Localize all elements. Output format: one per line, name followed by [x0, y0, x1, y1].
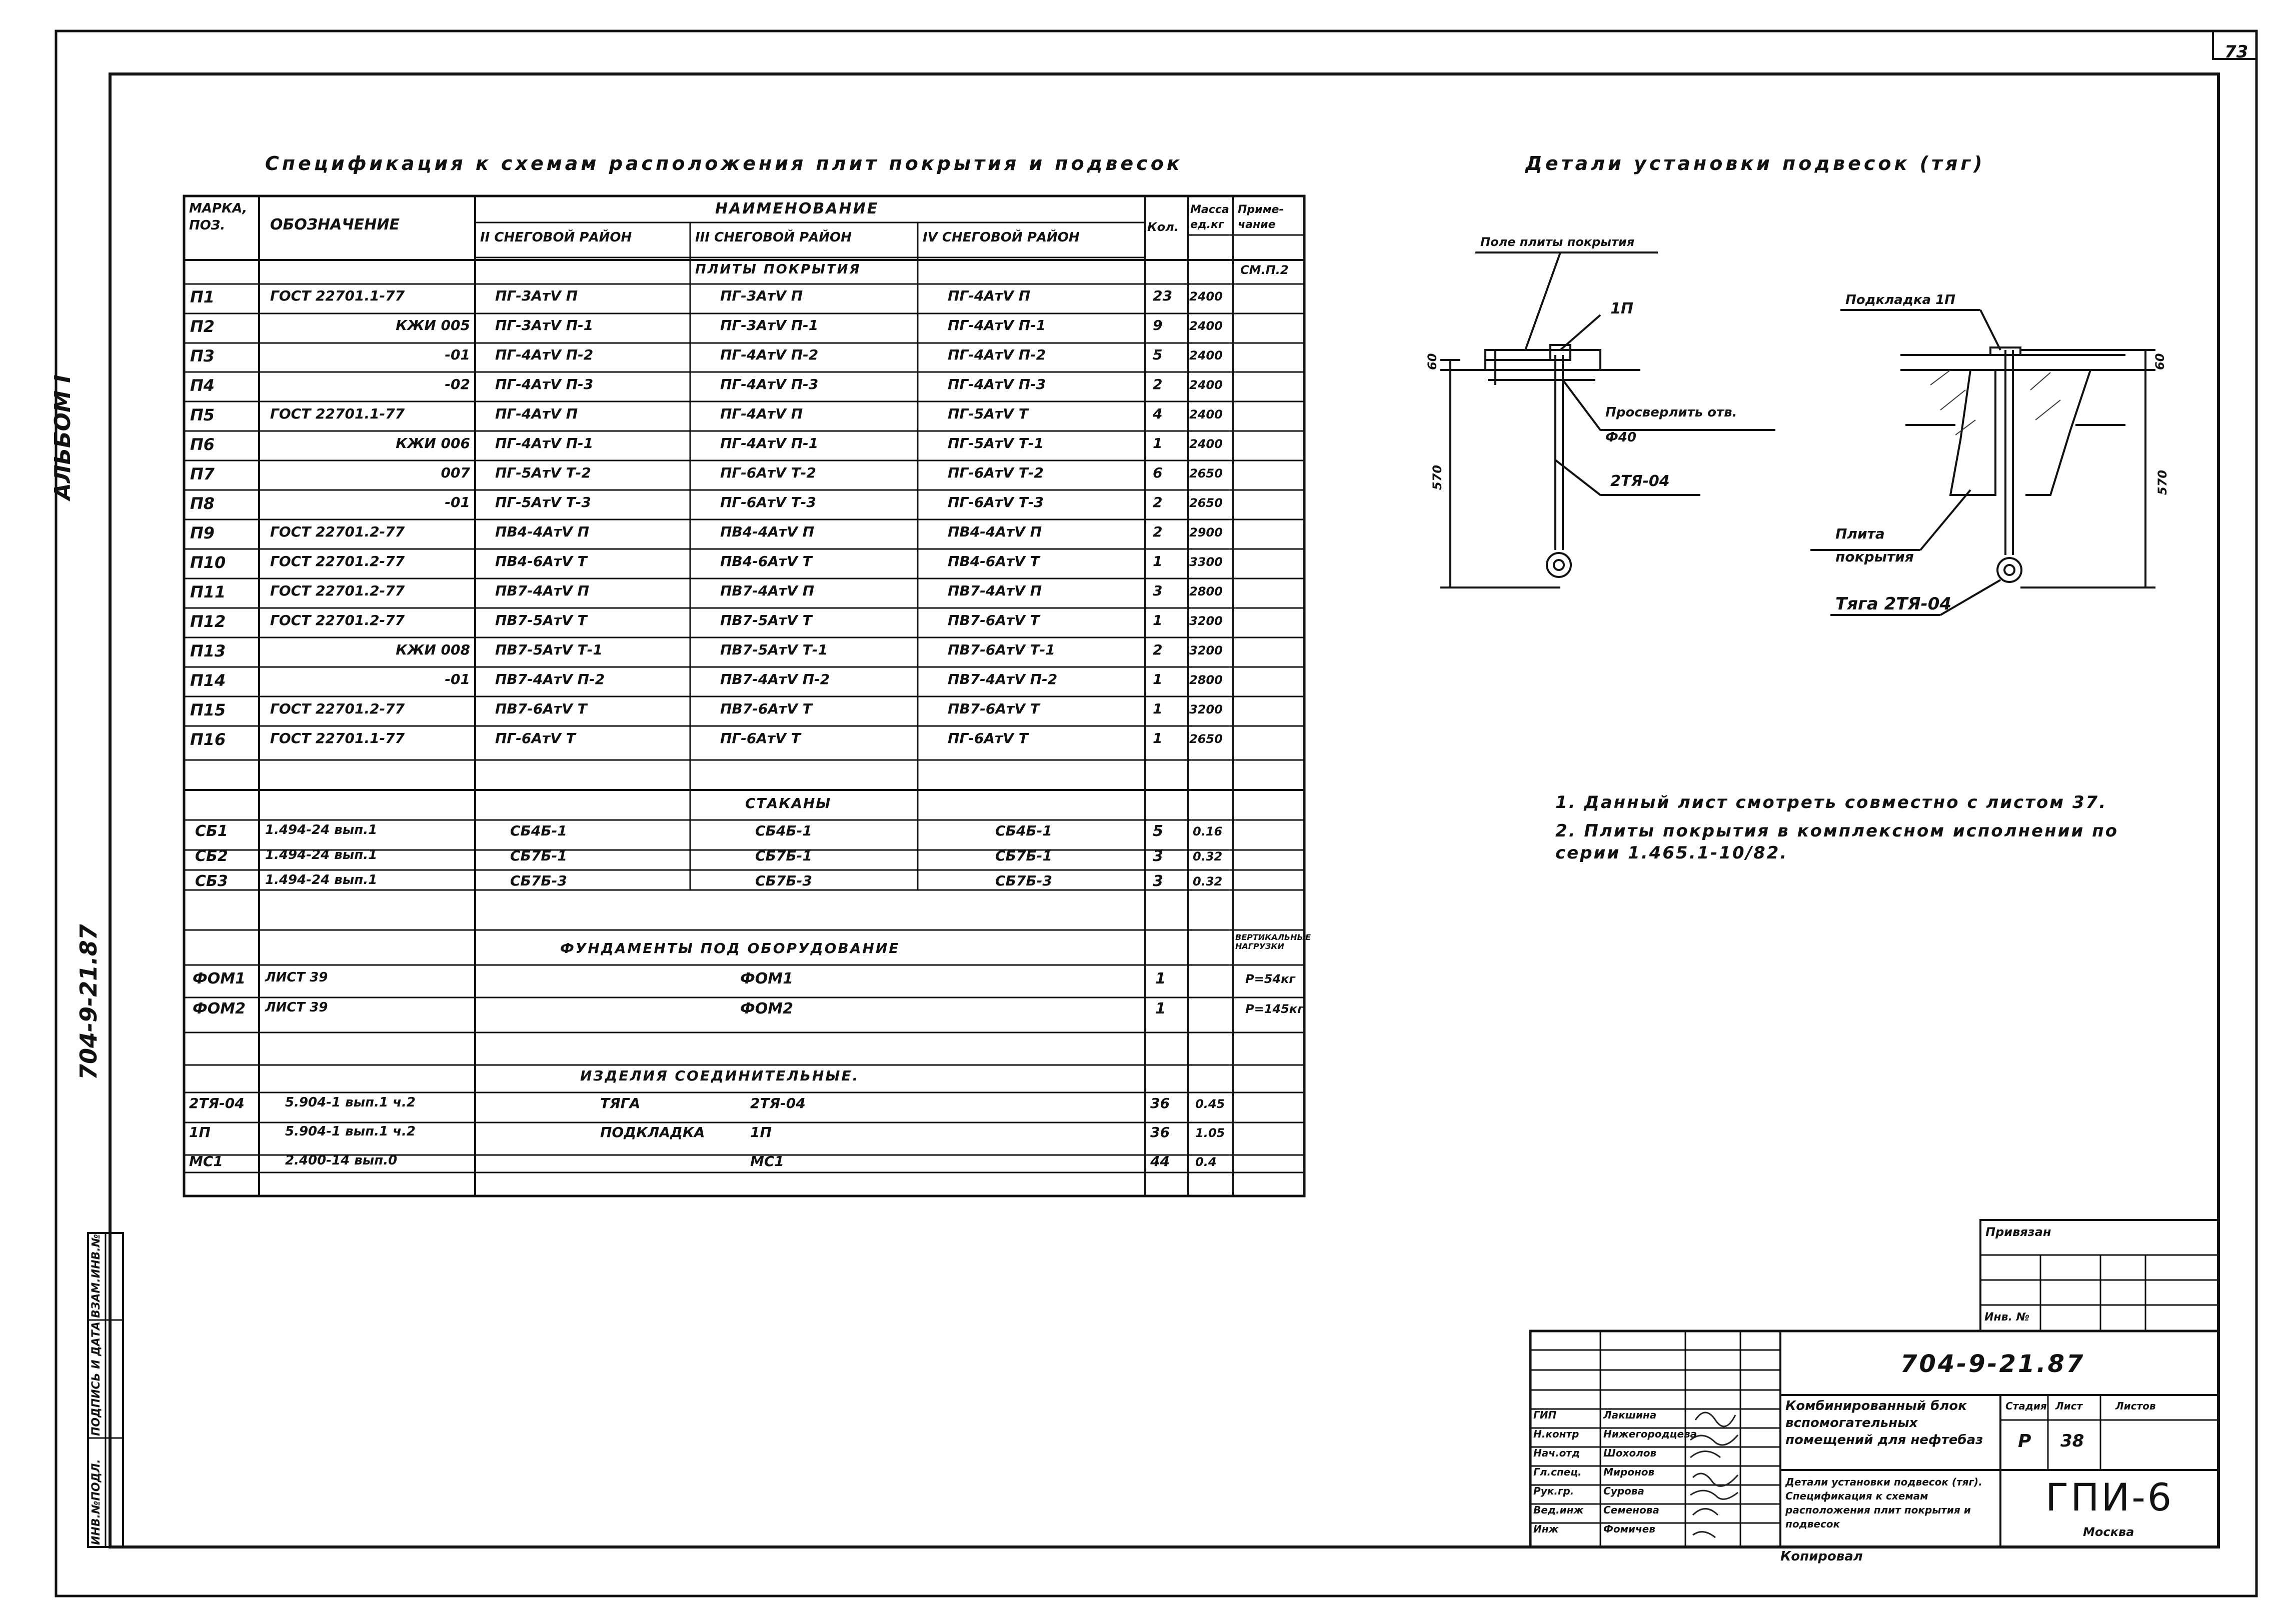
glass-mass: 0.32: [1193, 850, 1223, 864]
plate-qty: 1: [1153, 435, 1163, 452]
foundation-designation: ЛИСТ 39: [265, 1000, 328, 1015]
item-name-2: МС1: [750, 1153, 784, 1170]
stamp-role: Гл.спец.: [1533, 1466, 1582, 1478]
plate-mass: 2650: [1189, 732, 1223, 746]
detail-right-washer: Подкладка 1П: [1845, 292, 1955, 308]
plate-region-4: ПВ7-4АтV П: [948, 582, 1042, 599]
header-region-4: IV СНЕГОВОЙ РАЙОН: [923, 230, 1080, 245]
detail-left-plate-edge: Поле плиты покрытия: [1480, 235, 1635, 249]
plate-qty: 1: [1153, 700, 1163, 717]
item-mark: МС1: [189, 1153, 223, 1170]
stamp-project: Комбинированный блок вспомогательных помещений для нефтебаз: [1785, 1398, 1983, 1448]
left-strip-replace: ВЗАМ.ИНВ.№: [90, 1234, 103, 1318]
item-mark: 2ТЯ-04: [189, 1095, 245, 1112]
plate-mark: П8: [190, 494, 215, 513]
plate-region-3: ПГ-4АтV П: [720, 406, 803, 422]
stamp-stage-label: Стадия: [2005, 1400, 2047, 1412]
plate-region-4: ПВ7-6АтV Т: [948, 612, 1040, 628]
plate-mass: 3200: [1189, 644, 1223, 658]
item-name-2: 2ТЯ-04: [750, 1095, 806, 1112]
plate-designation: -02: [445, 376, 470, 392]
glass-region-3: СБ4Б-1: [755, 822, 812, 839]
glass-designation: 1.494-24 вып.1: [265, 822, 378, 838]
plate-mass: 2400: [1189, 319, 1223, 333]
plate-region-4: ПВ7-6АтV Т-1: [948, 642, 1055, 658]
plate-region-3: ПГ-4АтV П-2: [720, 346, 819, 363]
plate-qty: 4: [1153, 406, 1163, 422]
plate-designation: -01: [445, 494, 470, 510]
plate-qty: 23: [1153, 288, 1172, 304]
plate-region-2: ПГ-6АтV Т: [495, 730, 576, 746]
sheet-corner-number: 73: [2224, 42, 2248, 62]
glass-region-4: СБ7Б-1: [995, 848, 1052, 864]
plate-mass: 2400: [1189, 378, 1223, 392]
plate-mark: П1: [190, 288, 215, 306]
plate-region-2: ПГ-5АтV Т-3: [495, 494, 591, 510]
plate-region-2: ПГ-4АтV П-3: [495, 376, 594, 392]
glass-region-2: СБ7Б-1: [510, 848, 567, 864]
plate-mark: П3: [190, 346, 215, 366]
item-designation: 2.400-14 вып.0: [285, 1153, 398, 1168]
glass-mark: СБ3: [195, 872, 228, 890]
item-mark: 1П: [189, 1124, 211, 1140]
album-label: АЛЬБОМ I: [50, 374, 76, 500]
item-designation: 5.904-1 вып.1 ч.2: [285, 1095, 416, 1110]
plate-region-3: ПВ7-4АтV П: [720, 582, 815, 599]
glass-mass: 0.32: [1193, 874, 1223, 888]
plate-region-2: ПВ7-5АтV Т: [495, 612, 587, 628]
glass-region-2: СБ4Б-1: [510, 822, 567, 839]
stamp-role: Н.контр: [1533, 1428, 1579, 1440]
plate-mass: 2800: [1189, 673, 1223, 687]
plate-mark: П7: [190, 464, 215, 484]
plate-designation: ГОСТ 22701.1-77: [270, 288, 405, 304]
stamp-copied: Копировал: [1780, 1549, 1863, 1564]
plate-mass: 2400: [1189, 408, 1223, 422]
glass-region-4: СБ7Б-3: [995, 872, 1052, 889]
plate-region-2: ПГ-4АтV П-2: [495, 346, 594, 363]
header-region-3: III СНЕГОВОЙ РАЙОН: [695, 230, 852, 245]
detail-right-plate: Плита покрытия: [1835, 526, 1914, 565]
stamp-person: Фомичев: [1603, 1523, 1655, 1535]
plate-region-3: ПВ7-6АтV Т: [720, 700, 812, 717]
foundation-name: ФОМ1: [740, 970, 793, 988]
item-qty: 36: [1150, 1095, 1170, 1112]
header-name: НАИМЕНОВАНИЕ: [715, 200, 879, 218]
stamp-person: Лакшина: [1603, 1409, 1657, 1421]
plate-row-lines: [184, 314, 1304, 726]
detail-right-dim-top: 60: [2153, 353, 2167, 370]
plate-mass: 2400: [1189, 348, 1223, 362]
plate-region-2: ПГ-5АтV Т-2: [495, 464, 591, 481]
plate-region-4: ПГ-5АтV Т: [948, 406, 1028, 422]
plate-region-2: ПВ7-5АтV Т-1: [495, 642, 603, 658]
glass-mark: СБ1: [195, 822, 228, 840]
glass-region-3: СБ7Б-1: [755, 848, 812, 864]
plate-region-4: ПВ4-4АтV П: [948, 524, 1042, 540]
side-code: 704-9-21.87: [75, 924, 102, 1080]
plate-designation: КЖИ 006: [396, 435, 470, 452]
item-designation: 5.904-1 вып.1 ч.2: [285, 1124, 416, 1139]
plate-mass: 2650: [1189, 496, 1223, 510]
stamp-sheet-title: Детали установки подвесок (тяг). Спецификация к схемам расположения плит покрытия и подвесок: [1785, 1476, 1982, 1530]
foundation-qty: 1: [1155, 1000, 1166, 1018]
glass-qty: 5: [1153, 822, 1163, 840]
section-foundations: ФУНДАМЕНТЫ ПОД ОБОРУДОВАНИЕ: [560, 940, 900, 956]
plate-region-3: ПВ4-4АтV П: [720, 524, 815, 540]
plate-designation: КЖИ 005: [396, 317, 470, 334]
stamp-stage: Р: [2018, 1431, 2031, 1452]
plate-designation: ГОСТ 22701.2-77: [270, 582, 405, 599]
plate-region-3: ПВ7-4АтV П-2: [720, 671, 830, 688]
detail-left-dim-top: 60: [1425, 353, 1439, 370]
plate-region-3: ПГ-3АтV П-1: [720, 317, 819, 334]
plate-region-2: ПВ4-6АтV Т: [495, 553, 587, 570]
plate-region-3: ПГ-3АтV П: [720, 288, 803, 304]
plate-region-4: ПГ-6АтV Т: [948, 730, 1028, 746]
glass-mass: 0.16: [1193, 824, 1223, 838]
item-name-2: 1П: [750, 1124, 772, 1140]
note-1: 1. Данный лист смотреть совместно с листом 37.: [1555, 792, 2107, 812]
plate-region-4: ПГ-4АтV П-1: [948, 317, 1046, 334]
plate-region-2: ПВ7-6АтV Т: [495, 700, 587, 717]
note-plates: СМ.П.2: [1240, 263, 1289, 277]
stamp-role: Вед.инж: [1533, 1504, 1584, 1516]
plate-region-3: ПГ-6АтV Т-3: [720, 494, 816, 510]
glass-region-2: СБ7Б-3: [510, 872, 567, 889]
plate-mass: 2400: [1189, 290, 1223, 304]
section-plates: ПЛИТЫ ПОКРЫТИЯ: [695, 262, 861, 277]
plate-region-3: ПВ7-5АтV Т-1: [720, 642, 828, 658]
plate-region-3: ПГ-4АтV П-3: [720, 376, 819, 392]
plate-mark: П14: [190, 671, 226, 690]
plate-mark: П5: [190, 406, 215, 424]
stamp-role: Нач.отд: [1533, 1447, 1580, 1459]
header-note: Приме-чание: [1238, 204, 1284, 231]
plate-qty: 1: [1153, 730, 1163, 746]
item-mass: 1.05: [1195, 1126, 1225, 1140]
stamp-person: Миронов: [1603, 1466, 1655, 1478]
plate-region-4: ПВ4-6АтV Т: [948, 553, 1040, 570]
plate-qty: 6: [1153, 464, 1163, 481]
plate-mark: П6: [190, 435, 215, 454]
plate-qty: 3: [1153, 582, 1163, 599]
stamp-city: Москва: [2083, 1525, 2134, 1539]
item-name-1: ТЯГА: [600, 1095, 641, 1112]
header-mass: Масса ед.кг: [1190, 204, 1229, 231]
detail-left-dim-height: 570: [1430, 464, 1444, 490]
plate-mark: П10: [190, 553, 226, 572]
plate-region-2: ПВ4-4АтV П: [495, 524, 590, 540]
header-designation: ОБОЗНАЧЕНИЕ: [270, 216, 400, 234]
plate-mark: П15: [190, 700, 226, 720]
plate-qty: 1: [1153, 553, 1163, 570]
plate-designation: ГОСТ 22701.1-77: [270, 406, 405, 422]
plate-qty: 2: [1153, 524, 1163, 540]
glass-designation: 1.494-24 вып.1: [265, 848, 378, 862]
plate-region-2: ПГ-3АтV П: [495, 288, 578, 304]
details-title: Детали установки подвесок (тяг): [1525, 152, 1985, 174]
plate-region-4: ПГ-4АтV П-3: [948, 376, 1046, 392]
foundation-designation: ЛИСТ 39: [265, 970, 328, 985]
left-strip-sign: ПОДПИСЬ И ДАТА: [90, 1322, 103, 1436]
plate-qty: 5: [1153, 346, 1163, 363]
plate-region-4: ПГ-4АтV П-2: [948, 346, 1046, 363]
plate-region-3: ПВ7-5АтV Т: [720, 612, 812, 628]
stamp-sheet-label: Лист: [2055, 1400, 2083, 1412]
plate-region-4: ПГ-6АтV Т-2: [948, 464, 1044, 481]
foundation-mark: ФОМ2: [193, 1000, 246, 1018]
plate-designation: ГОСТ 22701.2-77: [270, 612, 405, 628]
plate-qty: 9: [1153, 317, 1163, 334]
header-region-2: II СНЕГОВОЙ РАЙОН: [480, 230, 632, 245]
plate-mass: 2800: [1189, 584, 1223, 598]
plate-mass: 2900: [1189, 526, 1223, 540]
plate-mark: П16: [190, 730, 226, 749]
left-strip-inv: ИНВ.№ПОДЛ.: [90, 1459, 103, 1545]
plate-mark: П11: [190, 582, 226, 602]
plate-designation: ГОСТ 22701.2-77: [270, 553, 405, 570]
plate-mass: 3200: [1189, 702, 1223, 716]
item-name-1: ПОДКЛАДКА: [600, 1124, 705, 1140]
stamp-role: ГИП: [1533, 1409, 1557, 1421]
plate-mark: П4: [190, 376, 215, 395]
plate-region-4: ПГ-5АтV Т-1: [948, 435, 1044, 452]
plate-designation: 007: [441, 464, 470, 481]
foundation-note: Р=145кг: [1245, 1002, 1304, 1016]
detail-right-dim-height: 570: [2155, 470, 2169, 495]
stamp-person: Шохолов: [1603, 1447, 1657, 1459]
stamp-org: ГПИ-6: [2045, 1475, 2174, 1520]
stamp-privyazan: Привязан: [1985, 1225, 2051, 1239]
detail-left-rod: 2ТЯ-04: [1610, 472, 1670, 490]
plate-mark: П13: [190, 642, 226, 660]
stamp-role: Рук.гр.: [1533, 1485, 1574, 1497]
plate-mark: П2: [190, 317, 215, 336]
header-qty: Кол.: [1147, 220, 1179, 234]
section-items: ИЗДЕЛИЯ СОЕДИНИТЕЛЬНЫЕ.: [580, 1068, 860, 1084]
glass-region-3: СБ7Б-3: [755, 872, 812, 889]
plate-qty: 1: [1153, 671, 1163, 688]
plate-qty: 2: [1153, 494, 1163, 510]
plate-region-2: ПГ-3АтV П-1: [495, 317, 594, 334]
stamp-person: Семенова: [1603, 1504, 1659, 1516]
glass-qty: 3: [1153, 872, 1163, 890]
item-qty: 44: [1150, 1153, 1170, 1170]
plate-region-2: ПГ-4АтV П-1: [495, 435, 594, 452]
plate-mass: 2650: [1189, 466, 1223, 480]
plate-region-4: ПГ-4АтV П: [948, 288, 1031, 304]
detail-left-washer: 1П: [1610, 300, 1633, 318]
plate-designation: ГОСТ 22701.1-77: [270, 730, 405, 746]
item-mass: 0.4: [1195, 1155, 1217, 1169]
plate-region-3: ПГ-6АтV Т: [720, 730, 801, 746]
detail-right-drawing: [1810, 310, 2155, 615]
stamp-role: Инж: [1533, 1523, 1559, 1535]
note-foundations: ВЕРТИКАЛЬНЫЕ НАГРУЗКИ: [1235, 932, 1311, 951]
plate-region-2: ПГ-4АтV П: [495, 406, 578, 422]
stamp-sheet: 38: [2060, 1431, 2084, 1451]
section-glasses: СТАКАНЫ: [745, 795, 832, 812]
glass-region-4: СБ4Б-1: [995, 822, 1052, 839]
glass-designation: 1.494-24 вып.1: [265, 872, 378, 888]
plate-designation: ГОСТ 22701.2-77: [270, 524, 405, 540]
glass-mark: СБ2: [195, 848, 228, 865]
plate-region-4: ПГ-6АтV Т-3: [948, 494, 1044, 510]
plate-designation: -01: [445, 346, 470, 363]
plate-region-3: ПГ-4АтV П-1: [720, 435, 819, 452]
plate-designation: -01: [445, 671, 470, 688]
plate-region-3: ПГ-6АтV Т-2: [720, 464, 816, 481]
plate-region-4: ПВ7-4АтV П-2: [948, 671, 1058, 688]
stamp-person: Сурова: [1603, 1485, 1644, 1497]
foundation-name: ФОМ2: [740, 1000, 793, 1018]
foundation-note: Р=54кг: [1245, 972, 1295, 986]
detail-right-rod: Тяга 2ТЯ-04: [1835, 594, 1952, 614]
plate-mass: 3200: [1189, 614, 1223, 628]
note-2: 2. Плиты покрытия в комплексном исполнении по серии 1.465.1-10/82.: [1555, 821, 2118, 863]
plate-mark: П9: [190, 524, 215, 542]
plate-qty: 1: [1153, 612, 1163, 628]
stamp-person: Нижегородцева: [1603, 1428, 1697, 1440]
header-mark: МАРКА, ПОЗ.: [189, 201, 248, 233]
foundation-qty: 1: [1155, 970, 1166, 988]
plate-mass: 3300: [1189, 555, 1223, 569]
stamp-sheets-label: Листов: [2115, 1400, 2156, 1412]
stamp-code: 704-9-21.87: [1900, 1350, 2085, 1378]
plate-region-3: ПВ4-6АтV Т: [720, 553, 812, 570]
plate-designation: ГОСТ 22701.2-77: [270, 700, 405, 717]
plate-mass: 2400: [1189, 437, 1223, 451]
detail-left-drill: Просверлить отв. Ф40: [1605, 405, 1737, 445]
stamp-inv: Инв. №: [1984, 1311, 2030, 1324]
item-mass: 0.45: [1195, 1097, 1225, 1111]
item-qty: 36: [1150, 1124, 1170, 1140]
foundation-mark: ФОМ1: [193, 970, 246, 988]
spec-title: Спецификация к схемам расположения плит покрытия и подвесок: [265, 152, 1183, 174]
plate-qty: 2: [1153, 376, 1163, 392]
plate-qty: 2: [1153, 642, 1163, 658]
plate-region-2: ПВ7-4АтV П: [495, 582, 590, 599]
glass-qty: 3: [1153, 848, 1163, 865]
plate-region-4: ПВ7-6АтV Т: [948, 700, 1040, 717]
plate-region-2: ПВ7-4АтV П-2: [495, 671, 605, 688]
plate-mark: П12: [190, 612, 226, 631]
plate-designation: КЖИ 008: [396, 642, 470, 658]
